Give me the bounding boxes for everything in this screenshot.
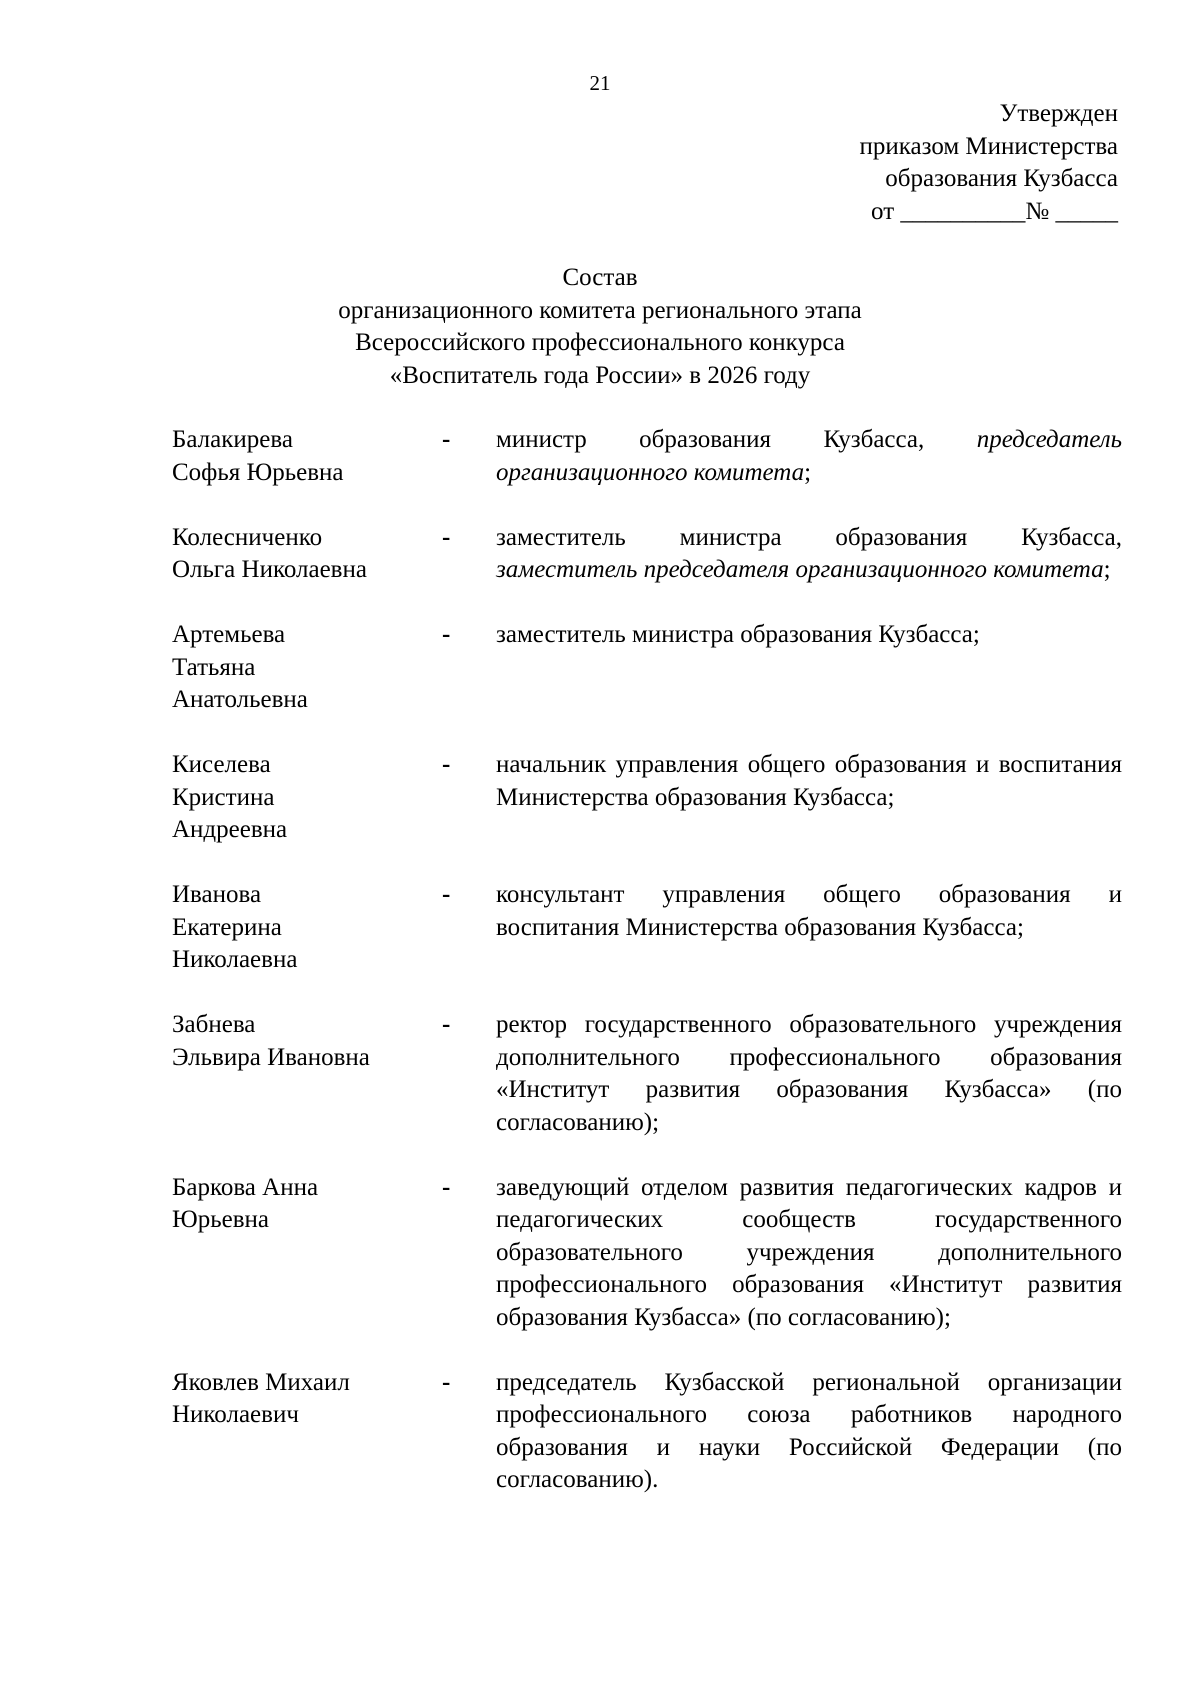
- member-name-line: Яковлев Михаил: [172, 1368, 350, 1396]
- member-name-line: Андреевна: [172, 816, 288, 843]
- title-line: организационного комитета регионального этапа: [338, 296, 862, 324]
- document-title: [0, 262, 1200, 392]
- member-role-italic: председатель организационного комитета: [496, 426, 1122, 486]
- member-row: [172, 879, 1122, 977]
- member-dash: -: [442, 621, 451, 648]
- member-name-line: Татьяна: [172, 653, 256, 681]
- member-dash: -: [442, 881, 451, 908]
- member-role-text: заместитель министра образования Кузбасса,: [496, 523, 1122, 551]
- committee-members-list: [172, 424, 1122, 1529]
- member-role: [496, 619, 1122, 717]
- member-role: [496, 1367, 1122, 1497]
- member-dash: -: [442, 751, 451, 778]
- title-line: Всероссийского профессионального конкурса: [355, 329, 845, 356]
- member-name-line: Балакирева: [172, 426, 293, 453]
- approval-line: Утвержден: [999, 100, 1118, 127]
- member-role-text: заведующий отделом развития педагогических кадров и педагогических сообществ государственного образовательного учреждения дополнительного профессионального образования «Институт развития образования Кузбасса» (по согласованию);: [496, 1173, 1122, 1331]
- member-name: [172, 1172, 442, 1335]
- member-role: [496, 522, 1122, 587]
- member-row: [172, 522, 1122, 587]
- member-role-text: ректор государственного образовательного учреждения дополнительного профессионального образования «Институт развития образования Кузбасса» (по согласованию);: [496, 1011, 1122, 1136]
- member-role-text: консультант управления общего образования и воспитания Министерства образования Кузбасса;: [496, 881, 1122, 941]
- member-role: [496, 1009, 1122, 1139]
- member-dash: -: [442, 523, 451, 551]
- member-role-text: начальник управления общего образования и воспитания Министерства образования Кузбасса;: [496, 751, 1122, 811]
- member-name: [172, 879, 442, 977]
- approval-line: образования Кузбасса: [885, 165, 1118, 192]
- member-role: [496, 1172, 1122, 1335]
- member-name: [172, 1367, 442, 1497]
- member-role-text: заместитель министра образования Кузбасса;: [496, 621, 980, 648]
- member-row: [172, 1172, 1122, 1335]
- member-name-line: Юрьевна: [172, 1206, 269, 1233]
- approval-stamp: [859, 98, 1118, 228]
- member-dash: -: [442, 1368, 451, 1396]
- member-name-line: Эльвира Ивановна: [172, 1043, 370, 1071]
- member-name: [172, 749, 442, 847]
- member-role-italic: заместитель председателя организационного комитета: [496, 556, 1104, 583]
- member-name-line: Софья Юрьевна: [172, 458, 344, 486]
- member-name-line: Николаевич: [172, 1401, 299, 1428]
- title-line: «Воспитатель года России» в 2026 году: [389, 361, 811, 389]
- approval-date-number-line: от __________№ _____: [871, 197, 1118, 225]
- member-role-tail: ;: [804, 458, 812, 486]
- member-row: [172, 749, 1122, 847]
- member-role-tail: ;: [1103, 556, 1111, 583]
- member-dash: -: [442, 1011, 451, 1038]
- member-role: [496, 749, 1122, 847]
- member-name: [172, 619, 442, 717]
- member-name-line: Анатольевна: [172, 686, 308, 713]
- member-row: [172, 1367, 1122, 1497]
- member-name-line: Екатерина: [172, 913, 282, 941]
- member-name-line: Забнева: [172, 1011, 256, 1038]
- member-dash: -: [442, 426, 451, 453]
- page-number: 21: [589, 71, 611, 95]
- member-role: [496, 879, 1122, 977]
- member-row: [172, 619, 1122, 717]
- member-name-line: Иванова: [172, 881, 262, 908]
- member-name: [172, 424, 442, 489]
- member-role-text: председатель Кузбасской региональной организации профессионального союза работников народного образования и науки Российской Федерации (по согласованию).: [496, 1368, 1122, 1493]
- title-line: Состав: [562, 264, 638, 291]
- member-role: [496, 424, 1122, 489]
- member-name-line: Баркова Анна: [172, 1173, 319, 1201]
- member-name-line: Ольга Николаевна: [172, 556, 367, 583]
- member-name: [172, 1009, 442, 1139]
- member-name: [172, 522, 442, 587]
- member-name-line: Кристина: [172, 783, 275, 811]
- member-dash: -: [442, 1173, 451, 1201]
- member-name-line: Николаевна: [172, 946, 298, 973]
- member-row: [172, 1009, 1122, 1139]
- member-name-line: Колесниченко: [172, 523, 323, 551]
- member-name-line: Киселева: [172, 751, 271, 778]
- member-role-text: министр образования Кузбасса,: [496, 426, 977, 453]
- member-row: [172, 424, 1122, 489]
- member-name-line: Артемьева: [172, 621, 286, 648]
- approval-line: приказом Министерства: [859, 132, 1118, 160]
